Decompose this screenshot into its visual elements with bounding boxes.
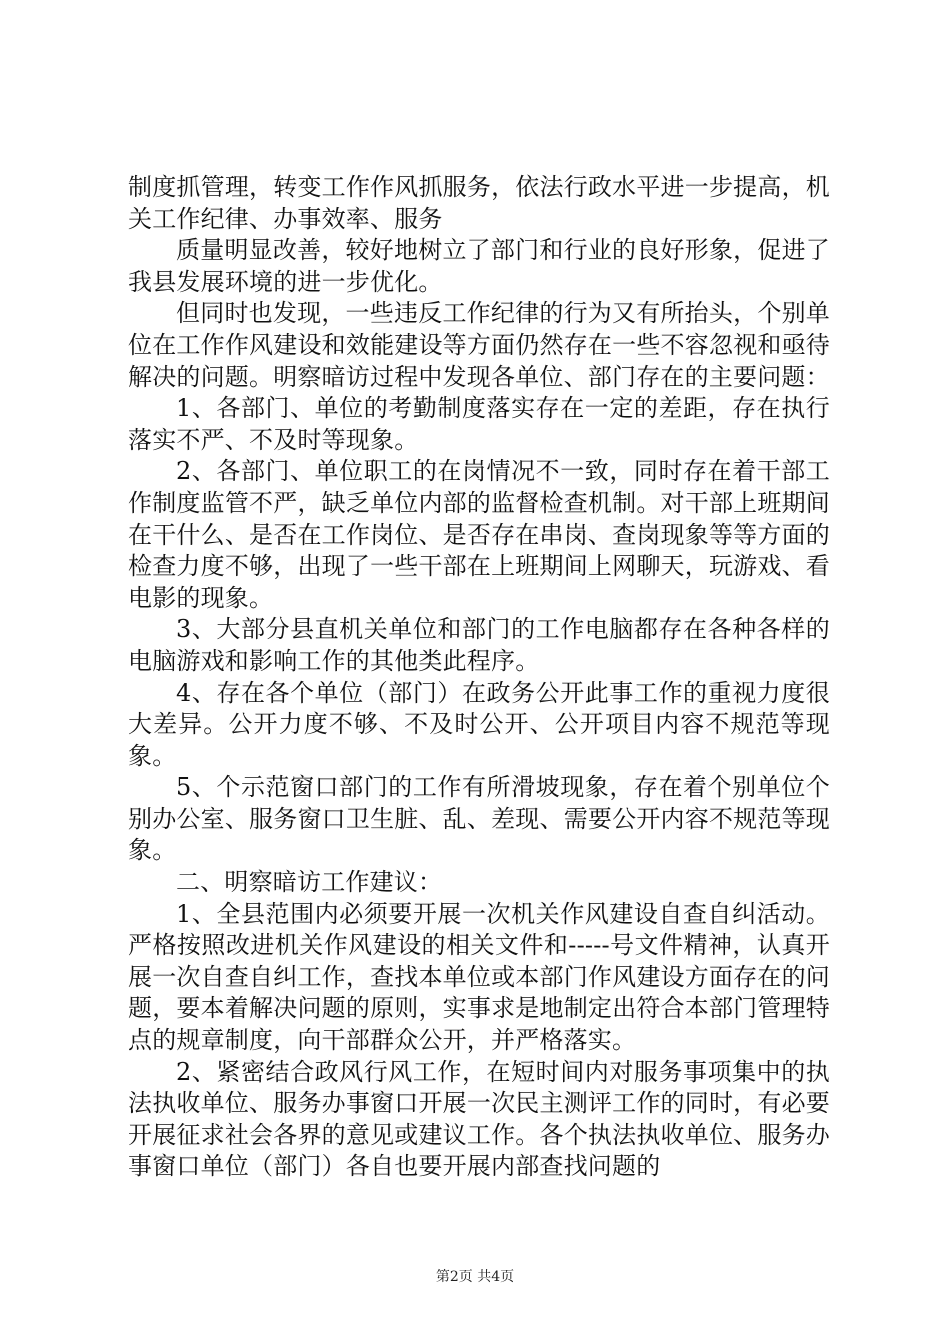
section-heading: 二、明察暗访工作建议：	[176, 868, 443, 897]
list-item-1: 1、各部门、单位的考勤制度落实存在一定的差距，存在执行落实不严、不及时等现象。	[128, 394, 830, 454]
page-number-footer: 第2页 共4页	[435, 1269, 515, 1285]
paragraph-3: 但同时也发现，一些违反工作纪律的行为又有所抬头，个别单位在工作作风建设和效能建设等方面仍然存在一些不容忽视和亟待解决的问题。明察暗访过程中发现各单位、部门存在的主要问题：	[128, 299, 830, 391]
list-item-3: 3、大部分县直机关单位和部门的工作电脑都存在各种各样的电脑游戏和影响工作的其他类此程序。	[128, 615, 830, 675]
suggestion-item-1: 1、全县范围内必须要开展一次机关作风建设自查自纠活动。严格按照改进机关作风建设的相关文件和-----号文件精神，认真开展一次自查自纠工作，查找本单位或本部门作风建设方面存在的问题，要本着解决问题的原则，实事求是地制定出符合本部门管理特点的规章制度，向干部群众公开，并严格落实。	[128, 899, 830, 1055]
list-item-4: 4、存在各个单位（部门）在政务公开此事工作的重视力度很大差异。公开力度不够、不及时公开、公开项目内容不规范等现象。	[128, 678, 830, 770]
paragraph-1: 制度抓管理，转变工作作风抓服务，依法行政水平进一步提高，机关工作纪律、办事效率、服务	[128, 173, 830, 233]
document-body	[128, 172, 830, 1183]
suggestion-item-2: 2、紧密结合政风行风工作，在短时间内对服务事项集中的执法执收单位、服务办事窗口开展一次民主测评工作的同时，有必要开展征求社会各界的意见或建议工作。各个执法执收单位、服务办事窗口单位（部门）各自也要开展内部查找问题的	[128, 1057, 830, 1181]
list-item-2: 2、各部门、单位职工的在岗情况不一致，同时存在着干部工作制度监管不严，缺乏单位内部的监督检查机制。对干部上班期间在干什么、是否在工作岗位、是否存在串岗、查岗现象等等方面的检查力度不够，出现了一些干部在上班期间上网聊天，玩游戏、看电影的现象。	[128, 457, 830, 612]
paragraph-2: 质量明显改善，较好地树立了部门和行业的良好形象，促进了我县发展环境的进一步优化。	[128, 236, 830, 296]
list-item-5: 5、个示范窗口部门的工作有所滑坡现象，存在着个别单位个别办公室、服务窗口卫生脏、乱、差现、需要公开内容不规范等现象。	[128, 773, 830, 865]
